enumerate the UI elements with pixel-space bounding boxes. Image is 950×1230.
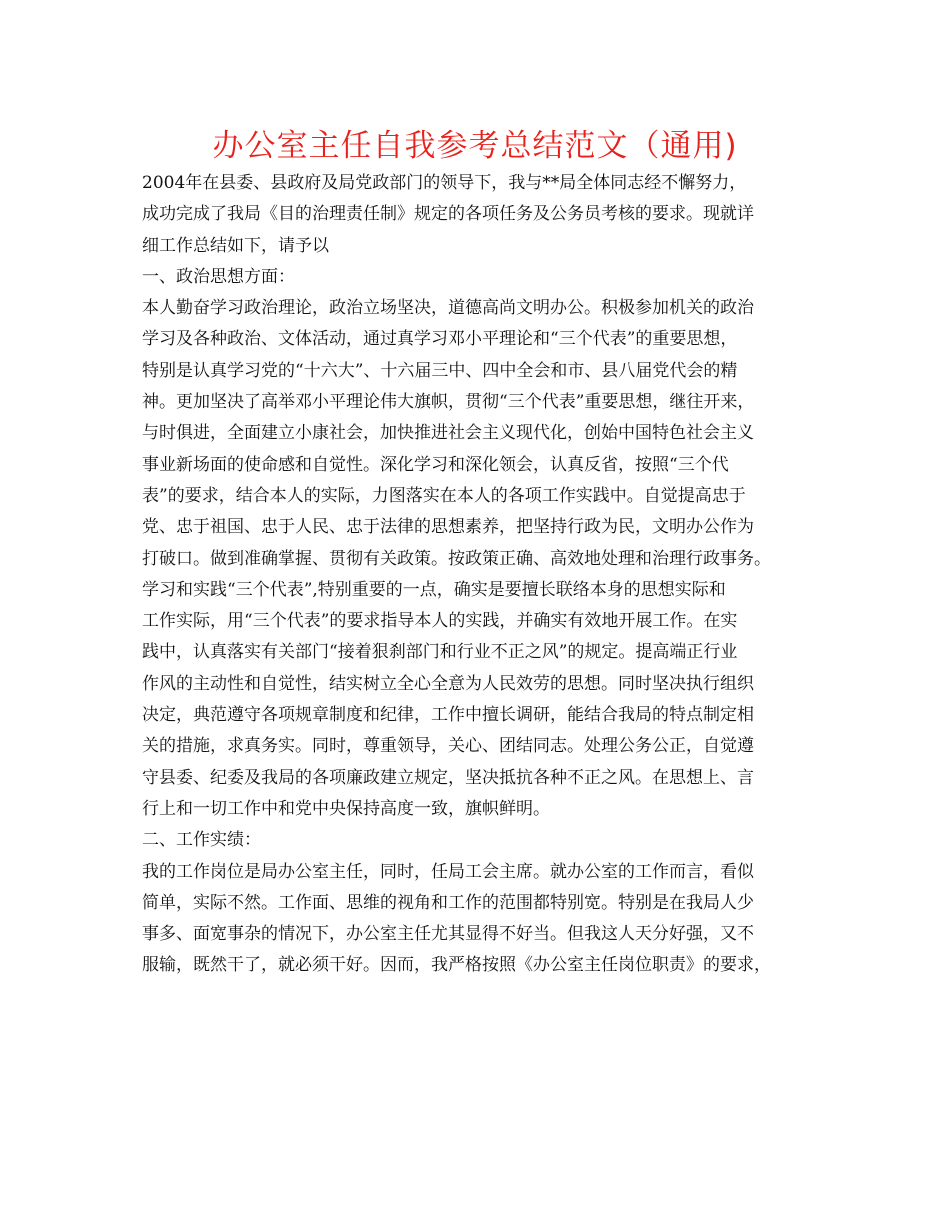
text-line: 简单，实际不然。工作面、思维的视角和工作的范围都特别宽。特别是在我局人少 — [142, 892, 754, 913]
text-line: 与时俱进，全面建立小康社会，加快推进社会主义现代化，创始中国特色社会主义 — [142, 423, 754, 444]
document-body — [142, 168, 832, 982]
text-line: 二、工作实绩： — [142, 830, 261, 851]
text-line: 表”的要求，结合本人的实际，力图落实在本人的各项工作实践中。自觉提高忠于 — [142, 485, 746, 506]
text-line: 细工作总结如下，请予以 — [142, 235, 329, 256]
text-line: 守县委、纪委及我局的各项廉政建立规定，坚决抵抗各种不正之风。在思想上、言 — [142, 767, 754, 788]
text-line: 学习和实践“三个代表”,特别重要的一点，确实是要擅长联络本身的思想实际和 — [142, 579, 726, 600]
text-line: 决定，典范遵守各项规章制度和纪律，工作中擅长调研，能结合我局的特点制定相 — [142, 705, 754, 726]
document-title: 办公室主任自我参考总结范文（通用) — [212, 128, 738, 164]
text-line: 成功完成了我局《目的治理责任制》规定的各项任务及公务员考核的要求。现就详 — [142, 204, 754, 225]
text-line: 本人勤奋学习政治理论，政治立场坚决，道德高尚文明办公。积极参加机关的政治 — [142, 298, 754, 319]
text-line: 践中，认真落实有关部门“接着狠刹部门和行业不正之风”的规定。提高端正行业 — [142, 642, 738, 663]
text-line: 关的措施，求真务实。同时，尊重领导，关心、团结同志。处理公务公正，自觉遵 — [142, 736, 754, 757]
text-line: 一、政治思想方面： — [142, 266, 295, 287]
text-line: 工作实际，用“三个代表”的要求指导本人的实践，并确实有效地开展工作。在实 — [142, 611, 738, 632]
text-line: 事业新场面的使命感和自觉性。深化学习和深化领会，认真反省，按照“三个代 — [142, 454, 729, 475]
text-line: 行上和一切工作中和党中央保持高度一致，旗帜鲜明。 — [142, 798, 550, 819]
text-line: 特别是认真学习党的“十六大”、十六届三中、四中全会和市、县八届党代会的精 — [142, 360, 738, 381]
text-line: 神。更加坚决了高举邓小平理论伟大旗帜，贯彻“三个代表”重要思想，继往开来， — [142, 392, 755, 413]
text-line: 2004年在县委、县政府及局党政部门的领导下，我与**局全体同志经不懈努力， — [142, 173, 747, 193]
text-line: 打破口。做到准确掌握、贯彻有关政策。按政策正确、高效地处理和治理行政事务。 — [142, 548, 771, 569]
text-line: 服输，既然干了，就必须干好。因而，我严格按照《办公室主任岗位职责》的要求， — [142, 955, 771, 976]
text-line: 事多、面宽事杂的情况下，办公室主任尤其显得不好当。但我这人天分好强，又不 — [142, 924, 754, 945]
text-line: 党、忠于祖国、忠于人民、忠于法律的思想素养，把坚持行政为民，文明办公作为 — [142, 517, 754, 538]
text-line: 学习及各种政治、文体活动，通过真学习邓小平理论和“三个代表”的重要思想， — [142, 329, 738, 350]
text-line: 作风的主动性和自觉性，结实树立全心全意为人民效劳的思想。同时坚决执行组织 — [142, 673, 754, 694]
text-line: 我的工作岗位是局办公室主任，同时，任局工会主席。就办公室的工作而言，看似 — [142, 861, 754, 882]
